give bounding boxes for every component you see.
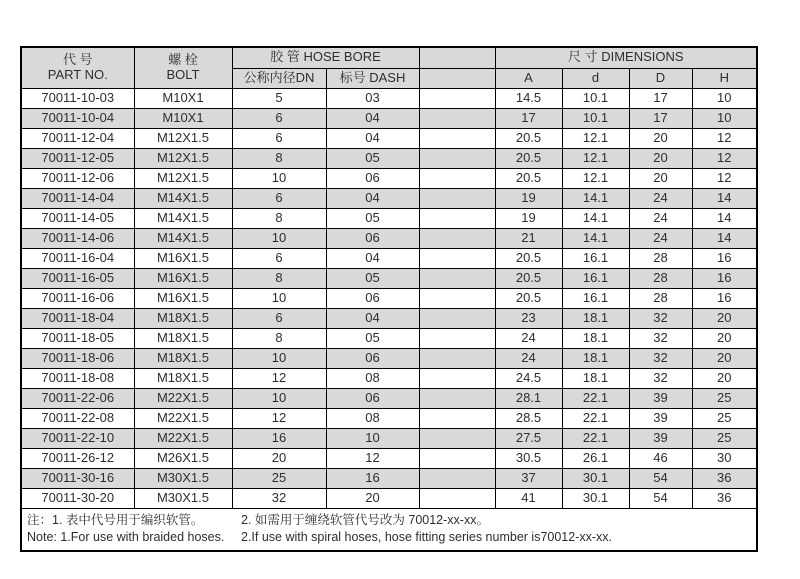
cell-dim-h: 20	[692, 309, 757, 329]
cell-dim-d-large: 32	[629, 329, 692, 349]
cell-bolt: M30X1.5	[134, 469, 232, 489]
table-row	[21, 249, 757, 269]
cell-dim-d-large: 39	[629, 409, 692, 429]
cell-dn: 6	[232, 129, 326, 149]
cell-dim-h: 36	[692, 489, 757, 509]
cell-part-no: 70011-18-06	[21, 349, 134, 369]
cell-spacer	[419, 489, 495, 509]
cell-dim-d-small: 30.1	[562, 469, 629, 489]
cell-spacer	[419, 109, 495, 129]
cell-dim-h: 14	[692, 189, 757, 209]
cell-spacer	[419, 229, 495, 249]
cell-dn: 10	[232, 389, 326, 409]
cell-dim-d-large: 46	[629, 449, 692, 469]
cell-dash: 04	[326, 249, 419, 269]
cell-dn: 12	[232, 409, 326, 429]
cell-dash: 12	[326, 449, 419, 469]
cell-dim-d-large: 28	[629, 269, 692, 289]
cell-dim-d-small: 14.1	[562, 189, 629, 209]
cell-bolt: M12X1.5	[134, 149, 232, 169]
cell-spacer	[419, 449, 495, 469]
cell-dim-h: 20	[692, 369, 757, 389]
cell-dash: 06	[326, 389, 419, 409]
cell-part-no: 70011-16-04	[21, 249, 134, 269]
cell-part-no: 70011-26-12	[21, 449, 134, 469]
header-row-1	[21, 47, 757, 68]
cell-dash: 06	[326, 349, 419, 369]
cell-dash: 16	[326, 469, 419, 489]
table-row	[21, 109, 757, 129]
cell-dim-d-small: 22.1	[562, 409, 629, 429]
cell-dn: 10	[232, 289, 326, 309]
cell-dn: 5	[232, 89, 326, 109]
cell-dim-a: 20.5	[495, 169, 562, 189]
table-row	[21, 429, 757, 449]
cell-dim-d-small: 30.1	[562, 489, 629, 509]
cell-dim-d-small: 18.1	[562, 349, 629, 369]
table-row	[21, 149, 757, 169]
cell-bolt: M12X1.5	[134, 169, 232, 189]
cell-part-no: 70011-30-20	[21, 489, 134, 509]
cell-dim-h: 20	[692, 329, 757, 349]
cell-dim-d-small: 14.1	[562, 229, 629, 249]
cell-dim-d-large: 20	[629, 169, 692, 189]
cell-part-no: 70011-14-04	[21, 189, 134, 209]
cell-part-no: 70011-22-06	[21, 389, 134, 409]
cell-dim-d-large: 54	[629, 489, 692, 509]
cell-part-no: 70011-10-03	[21, 89, 134, 109]
cell-part-no: 70011-18-05	[21, 329, 134, 349]
cell-dim-h: 10	[692, 89, 757, 109]
cell-dim-d-large: 32	[629, 309, 692, 329]
table-row	[21, 349, 757, 369]
cell-part-no: 70011-12-04	[21, 129, 134, 149]
cell-dn: 8	[232, 209, 326, 229]
hose-fitting-spec-table	[20, 46, 758, 552]
cell-dim-h: 16	[692, 269, 757, 289]
notes-cell	[21, 509, 757, 551]
cell-dim-d-large: 28	[629, 289, 692, 309]
col-header-part-no-cn: 代 号	[62, 52, 93, 68]
cell-dash: 06	[326, 229, 419, 249]
cell-part-no: 70011-18-08	[21, 369, 134, 389]
cell-dim-a: 17	[495, 109, 562, 129]
col-header-bolt-en: BOLT	[166, 67, 200, 82]
cell-dim-a: 21	[495, 229, 562, 249]
cell-dash: 10	[326, 429, 419, 449]
cell-dim-d-small: 10.1	[562, 89, 629, 109]
table-row	[21, 169, 757, 189]
cell-spacer	[419, 289, 495, 309]
cell-dn: 10	[232, 229, 326, 249]
cell-dim-d-small: 12.1	[562, 169, 629, 189]
cell-dim-d-small: 22.1	[562, 389, 629, 409]
col-header-dn: 公称内径DN	[232, 68, 326, 89]
notes-row	[21, 509, 757, 551]
cell-dash: 04	[326, 189, 419, 209]
cell-dim-d-small: 18.1	[562, 369, 629, 389]
cell-dim-d-small: 16.1	[562, 249, 629, 269]
cell-dash: 06	[326, 169, 419, 189]
table-row	[21, 309, 757, 329]
cell-dim-h: 25	[692, 429, 757, 449]
cell-dim-d-large: 24	[629, 189, 692, 209]
cell-dim-h: 16	[692, 289, 757, 309]
cell-dim-d-small: 12.1	[562, 149, 629, 169]
cell-bolt: M10X1	[134, 109, 232, 129]
col-header-spacer-bottom	[419, 68, 495, 89]
cell-dim-h: 25	[692, 409, 757, 429]
cell-bolt: M16X1.5	[134, 249, 232, 269]
cell-dim-h: 20	[692, 349, 757, 369]
col-header-dim-d-large: D	[629, 68, 692, 89]
cell-dash: 05	[326, 269, 419, 289]
cell-dim-d-large: 39	[629, 389, 692, 409]
cell-dim-a: 28.1	[495, 389, 562, 409]
cell-dim-d-large: 32	[629, 369, 692, 389]
cell-dash: 05	[326, 209, 419, 229]
cell-bolt: M16X1.5	[134, 289, 232, 309]
cell-part-no: 70011-14-06	[21, 229, 134, 249]
cell-dim-a: 14.5	[495, 89, 562, 109]
cell-part-no: 70011-22-10	[21, 429, 134, 449]
col-header-part-no	[21, 47, 134, 89]
cell-dn: 12	[232, 369, 326, 389]
cell-dim-d-large: 54	[629, 469, 692, 489]
cell-spacer	[419, 429, 495, 449]
cell-dim-d-small: 12.1	[562, 129, 629, 149]
cell-spacer	[419, 409, 495, 429]
cell-dim-h: 36	[692, 469, 757, 489]
cell-dim-a: 23	[495, 309, 562, 329]
cell-spacer	[419, 389, 495, 409]
table-header	[21, 47, 757, 89]
cell-dim-a: 24.5	[495, 369, 562, 389]
table-row	[21, 229, 757, 249]
note-en-1: Note: 1.For use with braided hoses.	[27, 529, 225, 544]
table-row	[21, 449, 757, 469]
cell-spacer	[419, 149, 495, 169]
table-row	[21, 389, 757, 409]
cell-dn: 6	[232, 309, 326, 329]
cell-dn: 8	[232, 329, 326, 349]
cell-dim-h: 10	[692, 109, 757, 129]
cell-dn: 32	[232, 489, 326, 509]
cell-dash: 08	[326, 409, 419, 429]
cell-part-no: 70011-16-06	[21, 289, 134, 309]
col-header-part-no-en: PART NO.	[47, 67, 108, 82]
cell-dash: 20	[326, 489, 419, 509]
cell-dim-h: 14	[692, 209, 757, 229]
table-row	[21, 289, 757, 309]
cell-dash: 08	[326, 369, 419, 389]
cell-dn: 8	[232, 149, 326, 169]
cell-dim-h: 14	[692, 229, 757, 249]
col-header-dim-a: A	[495, 68, 562, 89]
col-header-dimensions: 尺 寸 DIMENSIONS	[495, 47, 757, 68]
cell-dim-a: 37	[495, 469, 562, 489]
cell-spacer	[419, 209, 495, 229]
cell-dn: 25	[232, 469, 326, 489]
note-cn-2: 2. 如需用于缠绕软管代号改为 70012-xx-xx。	[241, 513, 489, 527]
cell-dim-a: 20.5	[495, 249, 562, 269]
cell-part-no: 70011-18-04	[21, 309, 134, 329]
cell-bolt: M18X1.5	[134, 349, 232, 369]
cell-dn: 6	[232, 109, 326, 129]
table-row	[21, 409, 757, 429]
cell-bolt: M18X1.5	[134, 329, 232, 349]
cell-dim-d-small: 16.1	[562, 269, 629, 289]
cell-dim-a: 28.5	[495, 409, 562, 429]
table-row	[21, 329, 757, 349]
cell-dim-d-small: 10.1	[562, 109, 629, 129]
cell-dn: 20	[232, 449, 326, 469]
cell-dash: 05	[326, 149, 419, 169]
cell-bolt: M12X1.5	[134, 129, 232, 149]
table-row	[21, 269, 757, 289]
cell-dim-a: 20.5	[495, 149, 562, 169]
cell-dim-a: 20.5	[495, 269, 562, 289]
cell-bolt: M22X1.5	[134, 429, 232, 449]
cell-dash: 03	[326, 89, 419, 109]
col-header-dim-h: H	[692, 68, 757, 89]
cell-dash: 06	[326, 289, 419, 309]
cell-dim-a: 19	[495, 209, 562, 229]
cell-part-no: 70011-10-04	[21, 109, 134, 129]
cell-spacer	[419, 369, 495, 389]
cell-bolt: M16X1.5	[134, 269, 232, 289]
cell-dn: 8	[232, 269, 326, 289]
cell-dim-a: 24	[495, 329, 562, 349]
cell-spacer	[419, 329, 495, 349]
cell-dim-d-small: 16.1	[562, 289, 629, 309]
cell-dim-d-small: 18.1	[562, 309, 629, 329]
cell-part-no: 70011-22-08	[21, 409, 134, 429]
cell-dash: 05	[326, 329, 419, 349]
cell-dim-d-large: 20	[629, 129, 692, 149]
table-row	[21, 369, 757, 389]
cell-bolt: M18X1.5	[134, 309, 232, 329]
cell-bolt: M10X1	[134, 89, 232, 109]
cell-spacer	[419, 349, 495, 369]
cell-dim-d-small: 14.1	[562, 209, 629, 229]
cell-dim-d-small: 18.1	[562, 329, 629, 349]
cell-dn: 10	[232, 349, 326, 369]
cell-dim-d-small: 22.1	[562, 429, 629, 449]
cell-part-no: 70011-16-05	[21, 269, 134, 289]
cell-part-no: 70011-14-05	[21, 209, 134, 229]
cell-spacer	[419, 309, 495, 329]
cell-dim-d-large: 17	[629, 109, 692, 129]
table-footer	[21, 509, 757, 551]
cell-dim-a: 20.5	[495, 129, 562, 149]
cell-dim-d-large: 24	[629, 229, 692, 249]
cell-dim-a: 41	[495, 489, 562, 509]
cell-dim-h: 16	[692, 249, 757, 269]
cell-spacer	[419, 169, 495, 189]
cell-dim-a: 27.5	[495, 429, 562, 449]
table-row	[21, 489, 757, 509]
cell-dim-h: 12	[692, 149, 757, 169]
cell-dn: 6	[232, 249, 326, 269]
cell-dim-h: 25	[692, 389, 757, 409]
cell-spacer	[419, 129, 495, 149]
cell-dim-h: 12	[692, 169, 757, 189]
cell-dn: 10	[232, 169, 326, 189]
cell-dim-a: 30.5	[495, 449, 562, 469]
cell-dn: 6	[232, 189, 326, 209]
cell-spacer	[419, 469, 495, 489]
cell-dim-d-large: 20	[629, 149, 692, 169]
cell-dash: 04	[326, 109, 419, 129]
cell-bolt: M18X1.5	[134, 369, 232, 389]
cell-dim-d-large: 24	[629, 209, 692, 229]
cell-bolt: M14X1.5	[134, 229, 232, 249]
note-line-en	[27, 529, 751, 546]
table-body	[21, 89, 757, 509]
note-line-cn	[27, 512, 751, 529]
col-header-bolt	[134, 47, 232, 89]
cell-part-no: 70011-12-05	[21, 149, 134, 169]
cell-part-no: 70011-12-06	[21, 169, 134, 189]
cell-dash: 04	[326, 129, 419, 149]
cell-dim-d-large: 32	[629, 349, 692, 369]
col-header-hose-bore: 胶 管 HOSE BORE	[232, 47, 419, 68]
note-en-2: 2.If use with spiral hoses, hose fitting series number is70012-xx-xx.	[241, 529, 613, 544]
cell-bolt: M14X1.5	[134, 209, 232, 229]
col-header-dim-d-small: d	[562, 68, 629, 89]
cell-bolt: M22X1.5	[134, 389, 232, 409]
cell-spacer	[419, 89, 495, 109]
cell-dim-a: 19	[495, 189, 562, 209]
cell-bolt: M26X1.5	[134, 449, 232, 469]
table-row	[21, 189, 757, 209]
cell-dim-d-large: 39	[629, 429, 692, 449]
cell-part-no: 70011-30-16	[21, 469, 134, 489]
cell-spacer	[419, 189, 495, 209]
col-header-spacer-top	[419, 47, 495, 68]
cell-dim-d-large: 17	[629, 89, 692, 109]
cell-dim-a: 20.5	[495, 289, 562, 309]
cell-spacer	[419, 269, 495, 289]
cell-dim-h: 30	[692, 449, 757, 469]
table-row	[21, 89, 757, 109]
cell-dim-h: 12	[692, 129, 757, 149]
cell-dn: 16	[232, 429, 326, 449]
cell-bolt: M22X1.5	[134, 409, 232, 429]
table-row	[21, 209, 757, 229]
cell-dim-a: 24	[495, 349, 562, 369]
cell-spacer	[419, 249, 495, 269]
col-header-bolt-cn: 螺 栓	[168, 52, 198, 68]
cell-dim-d-large: 28	[629, 249, 692, 269]
table-row	[21, 129, 757, 149]
note-cn-1: 注：1. 表中代号用于编织软管。	[27, 513, 204, 527]
table-row	[21, 469, 757, 489]
cell-dash: 04	[326, 309, 419, 329]
col-header-dash: 标号 DASH	[326, 68, 419, 89]
cell-bolt: M30X1.5	[134, 489, 232, 509]
cell-dim-d-small: 26.1	[562, 449, 629, 469]
cell-bolt: M14X1.5	[134, 189, 232, 209]
